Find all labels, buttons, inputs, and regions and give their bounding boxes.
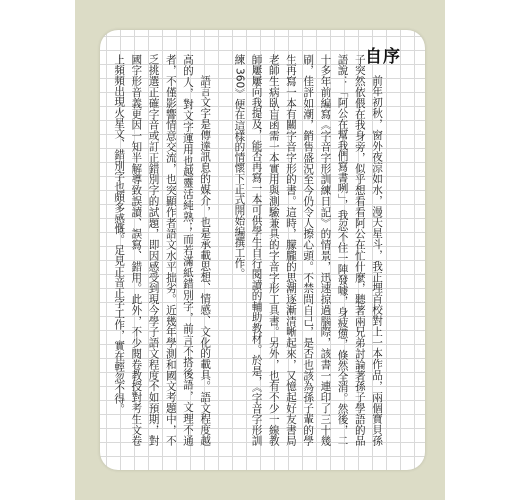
preface-body (110, 54, 385, 446)
paragraph-2: 語言文字是傳達訊息的媒介，也是承載思想、情感、文化的載具。語文程度越高的人，對文字運用也越靈活純熟；而若滿紙錯別字，前言不搭後語，文理不通者，不僅影響情意交流，也突顯作者語文水平拙劣。近幾年學測和國文考題中，不乏挑選正確字音或訂正錯別字的試題，即因感受到現今學子語文程度不如預期，對國字形音義更因一知半解導致誤讀、誤寫、錯用。此外，不少閱卷教授對考生文卷上頻頻出現火星文、錯別字也頗多感慨。足見正音正字工作，實在輕忽不得。 (113, 54, 212, 446)
paragraph-1: 前年初秋，窗外夜涼如水，漫天星斗，我正埋首校對上一本作品，兩個寶貝孫子突然依偎在我身旁，似乎想看看阿公在忙什麼，聽著兩兄弟討論著孫子學語的品語說：「阿公在幫我們寫書咧」，我忍不住一陣發噱，身疲憊，倏然全消。然後，二十多年前編寫《字音字形訓練日記》的情景，迅速掠過腦際，該書一連印了三十幾刷，佳評如潮，銷售盛況至今仍令人擦心頭。不禁問自己，是否也該為孫子輩的學生再寫一本有關字音字形的書。這時，朦朧的思潮逐漸清晰起來，又憶起好友書局老師生病臥盲函需一本實用與測驗兼具的字音字形工具書。另外，也有不少一線教師屢屢向我提及，能否再寫一本可供學生自行閱讀的輔助教材。於是，《字音字形訓練 360》便在這樣的情懷下正式開始編撰工作。 (233, 54, 383, 446)
preface-card (100, 30, 425, 470)
page-title: 自序 (365, 47, 401, 67)
